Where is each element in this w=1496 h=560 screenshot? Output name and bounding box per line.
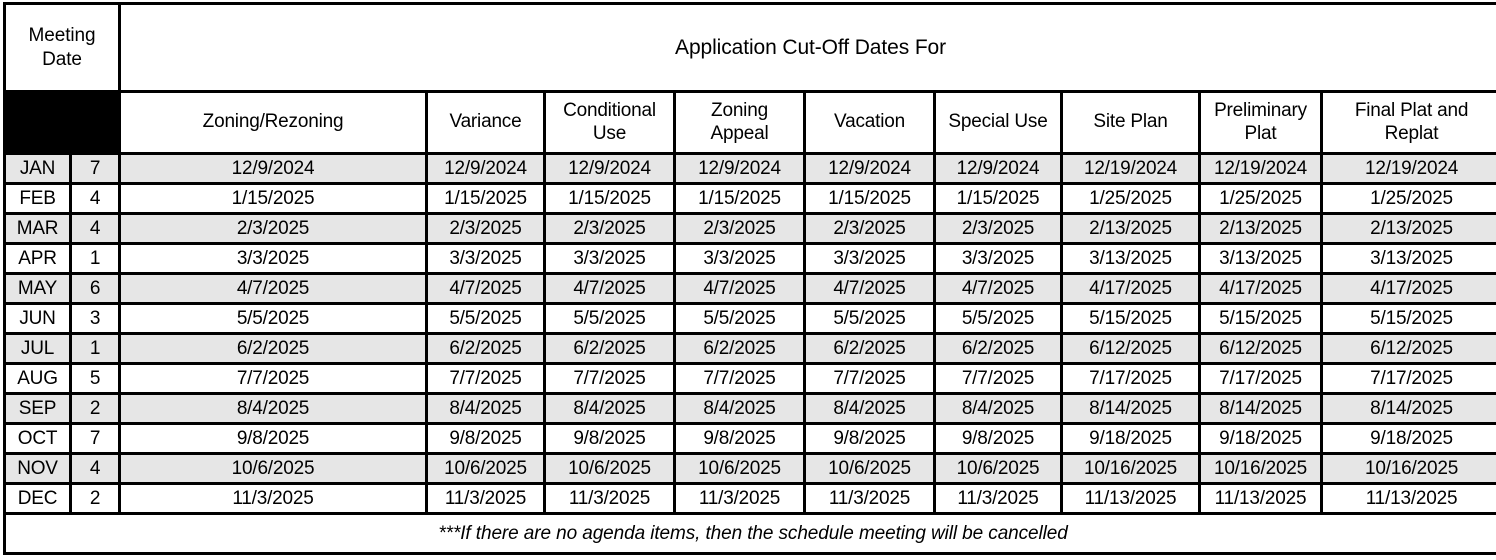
cutoff-date-cell: 11/3/2025 — [427, 484, 545, 514]
meeting-month-cell: MAY — [5, 274, 71, 304]
table-foot — [5, 514, 1496, 554]
cutoff-date-cell: 11/3/2025 — [675, 484, 805, 514]
cutoff-date-cell: 9/8/2025 — [805, 424, 935, 454]
cutoff-date-cell: 9/18/2025 — [1322, 424, 1496, 454]
cutoff-date-cell: 6/12/2025 — [1322, 334, 1496, 364]
column-header-line1: Zoning — [676, 100, 803, 122]
column-header-variance — [427, 92, 545, 154]
cutoff-date-cell: 3/13/2025 — [1200, 244, 1322, 274]
table-row — [5, 304, 1496, 334]
cutoff-date-cell: 1/15/2025 — [935, 184, 1062, 214]
cutoff-date-cell: 5/5/2025 — [427, 304, 545, 334]
cutoff-date-cell: 11/13/2025 — [1062, 484, 1200, 514]
table-row — [5, 454, 1496, 484]
cutoff-date-cell: 6/2/2025 — [805, 334, 935, 364]
cutoff-date-cell: 11/3/2025 — [935, 484, 1062, 514]
meeting-month-cell: AUG — [5, 364, 71, 394]
cutoff-date-cell: 8/4/2025 — [675, 394, 805, 424]
schedule-sheet — [0, 2, 1496, 560]
cutoff-date-cell: 1/15/2025 — [545, 184, 675, 214]
table-row — [5, 184, 1496, 214]
cutoff-date-cell: 3/13/2025 — [1062, 244, 1200, 274]
meeting-date-header-line1: Meeting — [6, 24, 118, 47]
cutoff-date-cell: 1/25/2025 — [1200, 184, 1322, 214]
cutoff-date-cell: 8/4/2025 — [805, 394, 935, 424]
meeting-month-cell: OCT — [5, 424, 71, 454]
cutoff-date-cell: 10/6/2025 — [545, 454, 675, 484]
cutoff-date-cell: 6/12/2025 — [1062, 334, 1200, 364]
cutoff-date-cell: 7/17/2025 — [1062, 364, 1200, 394]
cutoff-date-cell: 12/9/2024 — [675, 154, 805, 184]
cutoff-date-cell: 9/8/2025 — [427, 424, 545, 454]
cutoff-date-cell: 8/14/2025 — [1322, 394, 1496, 424]
cutoff-date-cell: 8/4/2025 — [427, 394, 545, 424]
cutoff-date-cell: 4/7/2025 — [935, 274, 1062, 304]
cutoff-date-cell: 7/7/2025 — [545, 364, 675, 394]
cutoff-date-cell: 1/15/2025 — [427, 184, 545, 214]
meeting-day-cell: 1 — [71, 244, 120, 274]
column-header-line1: Site Plan — [1063, 111, 1198, 133]
column-header-final-plat-and-replat — [1322, 92, 1496, 154]
cutoff-date-cell: 9/8/2025 — [545, 424, 675, 454]
cutoff-date-cell: 7/7/2025 — [935, 364, 1062, 394]
cutoff-date-cell: 5/15/2025 — [1322, 304, 1496, 334]
table-row — [5, 154, 1496, 184]
meeting-day-cell: 7 — [71, 424, 120, 454]
cutoff-date-cell: 5/15/2025 — [1200, 304, 1322, 334]
column-header-line1: Conditional — [546, 100, 673, 122]
cutoff-date-cell: 9/18/2025 — [1062, 424, 1200, 454]
table-head — [5, 4, 1496, 154]
cutoff-date-cell: 3/3/2025 — [120, 244, 427, 274]
meeting-day-cell: 7 — [71, 154, 120, 184]
cutoff-date-cell: 3/3/2025 — [675, 244, 805, 274]
cutoff-date-cell: 2/3/2025 — [675, 214, 805, 244]
table-row — [5, 424, 1496, 454]
column-header-line2: Use — [546, 123, 673, 145]
cutoff-date-cell: 12/19/2024 — [1322, 154, 1496, 184]
cutoff-date-cell: 1/25/2025 — [1062, 184, 1200, 214]
cutoff-date-cell: 9/18/2025 — [1200, 424, 1322, 454]
cutoff-date-cell: 4/17/2025 — [1322, 274, 1496, 304]
footer-note-row — [5, 514, 1496, 554]
meeting-day-cell: 5 — [71, 364, 120, 394]
meeting-day-cell: 3 — [71, 304, 120, 334]
cutoff-date-cell: 10/6/2025 — [805, 454, 935, 484]
cutoff-date-cell: 6/2/2025 — [120, 334, 427, 364]
cutoff-date-cell: 5/5/2025 — [805, 304, 935, 334]
cutoff-date-cell: 3/3/2025 — [805, 244, 935, 274]
cutoff-date-cell: 7/17/2025 — [1322, 364, 1496, 394]
column-header-line1: Special Use — [936, 111, 1060, 133]
table-body — [5, 154, 1496, 514]
cutoff-date-cell: 5/5/2025 — [935, 304, 1062, 334]
meeting-month-cell: NOV — [5, 454, 71, 484]
meeting-day-cell: 2 — [71, 394, 120, 424]
cutoff-date-cell: 10/6/2025 — [120, 454, 427, 484]
table-row — [5, 214, 1496, 244]
meeting-date-header — [5, 4, 120, 92]
cutoff-date-cell: 12/9/2024 — [545, 154, 675, 184]
cutoff-date-cell: 2/3/2025 — [427, 214, 545, 244]
meeting-month-cell: JAN — [5, 154, 71, 184]
cutoff-date-cell: 12/9/2024 — [120, 154, 427, 184]
cutoff-date-cell: 2/3/2025 — [805, 214, 935, 244]
column-header-line2: Replat — [1323, 123, 1496, 145]
column-header-zoning-appeal — [675, 92, 805, 154]
cutoff-date-cell: 2/3/2025 — [120, 214, 427, 244]
meeting-day-cell: 4 — [71, 214, 120, 244]
cutoff-date-cell: 11/3/2025 — [805, 484, 935, 514]
cutoff-date-cell: 6/2/2025 — [545, 334, 675, 364]
cutoff-date-cell: 11/13/2025 — [1200, 484, 1322, 514]
meeting-month-cell: MAR — [5, 214, 71, 244]
table-row — [5, 334, 1496, 364]
cutoff-date-cell: 1/25/2025 — [1322, 184, 1496, 214]
cutoff-date-cell: 4/7/2025 — [120, 274, 427, 304]
cutoff-date-cell: 4/7/2025 — [427, 274, 545, 304]
cutoff-date-cell: 2/3/2025 — [935, 214, 1062, 244]
cutoff-date-cell: 5/15/2025 — [1062, 304, 1200, 334]
cutoff-date-cell: 12/9/2024 — [805, 154, 935, 184]
cutoff-date-cell: 6/2/2025 — [675, 334, 805, 364]
cutoff-date-cell: 12/9/2024 — [427, 154, 545, 184]
cutoff-date-cell: 4/17/2025 — [1200, 274, 1322, 304]
cutoff-date-cell: 10/16/2025 — [1322, 454, 1496, 484]
cutoff-date-cell: 4/7/2025 — [805, 274, 935, 304]
table-row — [5, 394, 1496, 424]
column-header-line1: Final Plat and — [1323, 100, 1496, 122]
column-header-line1: Variance — [428, 111, 543, 133]
cutoff-date-cell: 8/4/2025 — [545, 394, 675, 424]
cutoff-date-cell: 3/3/2025 — [935, 244, 1062, 274]
column-header-site-plan — [1062, 92, 1200, 154]
cutoff-date-cell: 2/13/2025 — [1322, 214, 1496, 244]
cutoff-date-cell: 6/2/2025 — [427, 334, 545, 364]
cutoff-date-cell: 8/14/2025 — [1200, 394, 1322, 424]
table-row — [5, 274, 1496, 304]
column-header-line2: Plat — [1201, 123, 1320, 145]
meeting-date-header-line2: Date — [6, 48, 118, 71]
cutoff-date-cell: 4/17/2025 — [1062, 274, 1200, 304]
cutoff-date-cell: 11/3/2025 — [120, 484, 427, 514]
cutoff-date-cell: 1/15/2025 — [120, 184, 427, 214]
cutoff-date-cell: 12/19/2024 — [1062, 154, 1200, 184]
meeting-month-cell: DEC — [5, 484, 71, 514]
cutoff-date-cell: 3/13/2025 — [1322, 244, 1496, 274]
cutoff-date-cell: 5/5/2025 — [675, 304, 805, 334]
cutoff-date-cell: 10/16/2025 — [1062, 454, 1200, 484]
cutoff-date-cell: 10/16/2025 — [1200, 454, 1322, 484]
meeting-day-cell: 1 — [71, 334, 120, 364]
cutoff-date-cell: 12/19/2024 — [1200, 154, 1322, 184]
cutoff-date-cell: 2/3/2025 — [545, 214, 675, 244]
column-header-line1: Vacation — [806, 111, 933, 133]
header-black-block — [5, 92, 120, 154]
cutoff-date-cell: 7/7/2025 — [427, 364, 545, 394]
header-row-title — [5, 4, 1496, 92]
cutoff-date-cell: 6/12/2025 — [1200, 334, 1322, 364]
meeting-day-cell: 6 — [71, 274, 120, 304]
cutoff-date-cell: 7/7/2025 — [120, 364, 427, 394]
column-header-vacation — [805, 92, 935, 154]
column-header-zoning-rezoning — [120, 92, 427, 154]
cutoff-date-cell: 7/17/2025 — [1200, 364, 1322, 394]
meeting-day-cell: 4 — [71, 184, 120, 214]
cutoff-date-cell: 9/8/2025 — [675, 424, 805, 454]
cutoff-date-cell: 5/5/2025 — [120, 304, 427, 334]
cutoff-date-cell: 7/7/2025 — [675, 364, 805, 394]
meeting-month-cell: JUN — [5, 304, 71, 334]
column-header-special-use — [935, 92, 1062, 154]
table-row — [5, 484, 1496, 514]
meeting-month-cell: FEB — [5, 184, 71, 214]
header-row-columns — [5, 92, 1496, 154]
cutoff-date-cell: 2/13/2025 — [1062, 214, 1200, 244]
cutoff-date-cell: 8/4/2025 — [120, 394, 427, 424]
cutoff-date-cell: 8/14/2025 — [1062, 394, 1200, 424]
cutoff-date-cell: 7/7/2025 — [805, 364, 935, 394]
cutoff-date-cell: 9/8/2025 — [935, 424, 1062, 454]
column-header-line1: Zoning/Rezoning — [121, 111, 425, 133]
column-header-line1: Preliminary — [1201, 100, 1320, 122]
footer-note: ***If there are no agenda items, then the schedule meeting will be cancelled — [5, 514, 1496, 554]
cutoff-date-cell: 1/15/2025 — [675, 184, 805, 214]
cutoff-date-cell: 10/6/2025 — [935, 454, 1062, 484]
cutoff-date-cell: 1/15/2025 — [805, 184, 935, 214]
cutoff-date-cell: 3/3/2025 — [545, 244, 675, 274]
cutoff-date-cell: 11/13/2025 — [1322, 484, 1496, 514]
meeting-month-cell: SEP — [5, 394, 71, 424]
column-header-preliminary-plat — [1200, 92, 1322, 154]
cutoff-date-cell: 6/2/2025 — [935, 334, 1062, 364]
application-cutoff-dates-table — [3, 2, 1496, 555]
cutoff-date-cell: 10/6/2025 — [675, 454, 805, 484]
column-header-conditional-use — [545, 92, 675, 154]
cutoff-date-cell: 11/3/2025 — [545, 484, 675, 514]
cutoff-date-cell: 12/9/2024 — [935, 154, 1062, 184]
cutoff-date-cell: 10/6/2025 — [427, 454, 545, 484]
cutoff-date-cell: 4/7/2025 — [545, 274, 675, 304]
cutoff-date-cell: 5/5/2025 — [545, 304, 675, 334]
table-row — [5, 364, 1496, 394]
cutoff-date-cell: 8/4/2025 — [935, 394, 1062, 424]
cutoff-date-cell: 3/3/2025 — [427, 244, 545, 274]
meeting-day-cell: 2 — [71, 484, 120, 514]
page-title: Application Cut-Off Dates For — [120, 4, 1496, 92]
cutoff-date-cell: 9/8/2025 — [120, 424, 427, 454]
meeting-month-cell: APR — [5, 244, 71, 274]
cutoff-date-cell: 2/13/2025 — [1200, 214, 1322, 244]
cutoff-date-cell: 4/7/2025 — [675, 274, 805, 304]
table-row — [5, 244, 1496, 274]
column-header-line2: Appeal — [676, 123, 803, 145]
meeting-day-cell: 4 — [71, 454, 120, 484]
meeting-month-cell: JUL — [5, 334, 71, 364]
